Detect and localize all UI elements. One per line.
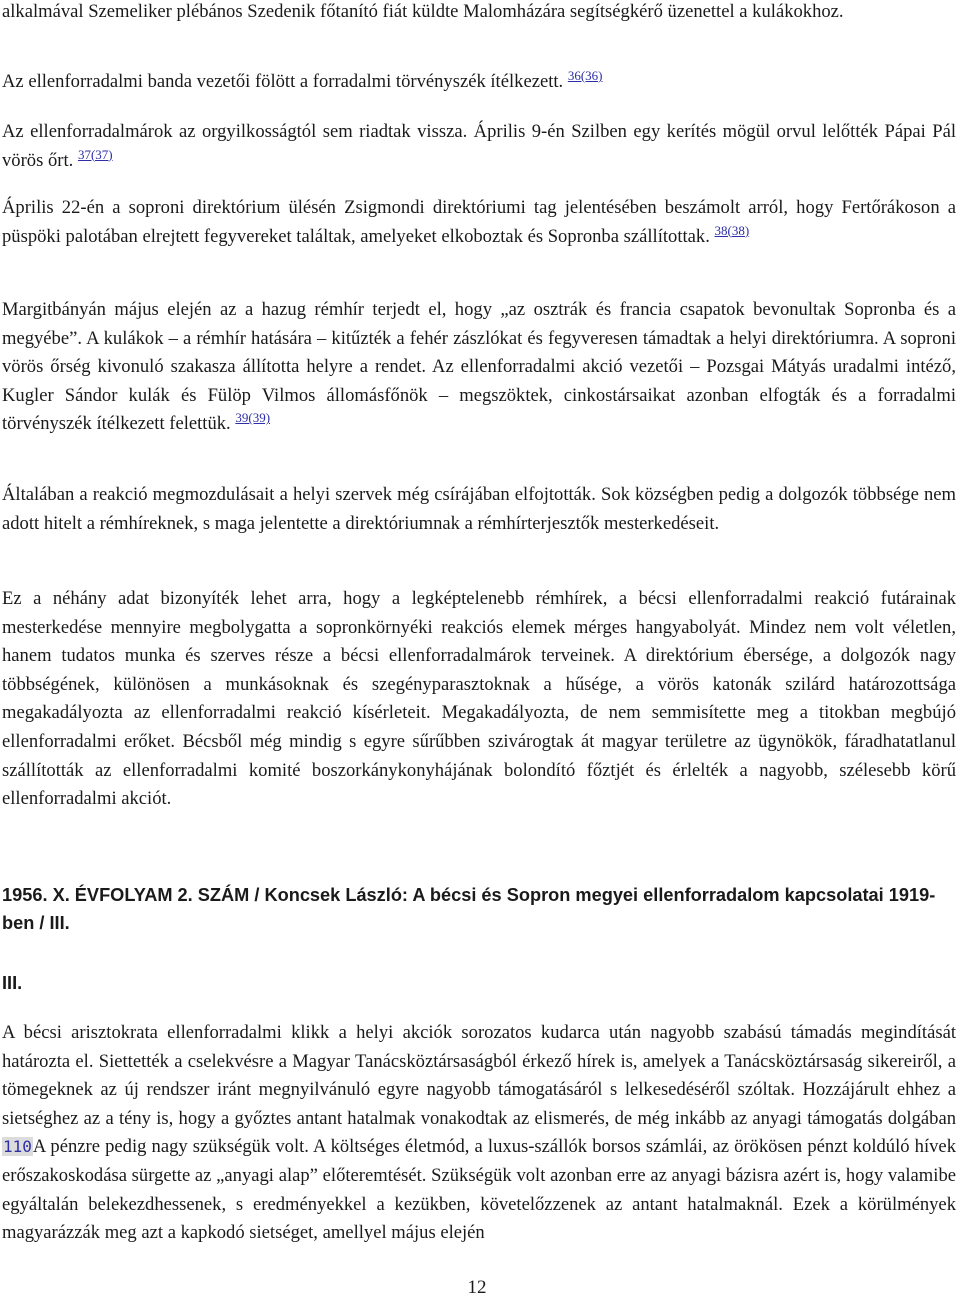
- paragraph-7-text: Ez a néhány adat bizonyíték lehet arra, hogy a legképtelenebb rémhírek, a bécsi ellenforradalmi reakció futárainak mesterkedése mennyire megbolygatta a sopronkörnyéki reakciós elemek mérges hangyabolyát. Mindez nem volt véletlen, hanem tudatos munka és szerves része a bécsi ellenforradalmárok terveinek. A direktórium ébersége, a dolgozók nagy többségének, különösen a munkásoknak és szegényparasztoknak a hűsége, a vörös katonák szilárd határozottsága megakadályozta az ellenforradalmi reakció kísérleteit. Megakadályozta, de nem semmisítette meg a titokban megbújó ellenforradalmi erőket. Bécsből még mindig s egyre sűrűbben szivárogtak át magyar területre az ügynökök, fáradhatatlanul szállították az ellenforradalmi komité boszorkánykonyhájának bolondító főztjét és érlelték a nagyobb, szélesebb körű ellenforradalmi akciót.: [2, 588, 956, 810]
- paragraph-4-text: Április 22-én a soproni direktórium ülésén Zsigmondi direktóriumi tag jelentésében beszámolt arról, hogy Fertőrákoson a püspöki palotában elrejtett fegyvereket találtak, amelyeket elkoboztak és Sopronba szállítottak.: [2, 197, 956, 247]
- footnote-link-38[interactable]: 38(38): [714, 222, 750, 238]
- paragraph-2: [2, 68, 956, 97]
- paragraph-5-text: Margitbányán május elején az a hazug rémhír terjedt el, hogy „az osztrák és francia csapatok bevonultak Sopronba és a megyébe”. A kulákok – a rémhír hatására – kitűzték a fehér zászlókat és fegyveresen támadtak a helyi direktóriumra. A soproni vörös őrség kivonuló szakasza állította helyre a rendet. Az ellenforradalmi akció vezetői – Pozsgai Mátyás uradalmi intéző, Kugler Sándor kulák és Fülöp Vilmos állomásfőnök – megszöktek, cinkostársaikat azonban elfogták és a forradalmi törvényszék ítélkezett felettük.: [2, 299, 956, 435]
- paragraph-3: [2, 118, 956, 175]
- paragraph-1-text: alkalmával Szemeliker plébános Szedenik főtanító fiát küldte Malomházára segítségkérő üzenettel a kulákokhoz.: [2, 1, 844, 22]
- article-heading: 1956. X. ÉVFOLYAM 2. SZÁM / Koncsek László: A bécsi és Sopron megyei ellenforradalom kapcsolatai 1919-ben / III.: [2, 885, 936, 933]
- paragraph-3-text: Az ellenforradalmárok az orgyilkosságtól sem riadtak vissza. Április 9-én Szilben egy kerítés mögül orvul lelőtték Pápai Pál vörös őrt.: [2, 121, 956, 171]
- paragraph-2-text: Az ellenforradalmi banda vezetői fölött a forradalmi törvényszék ítélkezett.: [2, 71, 564, 92]
- paragraph-1: [2, 0, 956, 27]
- paragraph-8: [2, 1019, 956, 1248]
- paragraph-7: [2, 585, 956, 814]
- page-number: 12: [467, 1277, 487, 1298]
- footnote-link-36[interactable]: 36(36): [567, 68, 603, 83]
- page-marker: 110: [3, 1137, 32, 1157]
- paragraph-8-text-a: A bécsi arisztokrata ellenforradalmi klikk a helyi akciók sorozatos kudarca után nagyobb szabású támadás megindítását határozta el. Siettették a cselekvésre a Magyar Tanácsköztársaságból érkező hírek is, amelyek a Tanácsköztársaság sikereiről, a tömegeknek az új rendszer iránt megnyilvánuló egyre nagyobb támogatásáról s lelkesedéséről szóltak. Hozzájárult ehhez a sietséghez az a tény is, hogy a győztes antant hatalmak vonakodtak az elismerés, de még inkább az anyagi támogatás dolgában: [2, 1022, 956, 1129]
- footnote-link-37[interactable]: 37(37): [77, 146, 113, 162]
- paragraph-4: [2, 194, 956, 251]
- footnote-link-39[interactable]: 39(39): [235, 410, 271, 426]
- paragraph-8-text-b: A pénzre pedig nagy szükségük volt. A költséges életmód, a luxus-szállók borsos számlái, az örökösen pénzt koldúló hívek erőszakoskodása sürgette az „anyagi alap” előteremtését. Szükségük volt azonban erre az anyagi bázisra azért is, hogy valamibe egyáltalán belekezdhessenek, s eredményekkel a kezükben, követelőzzenek az antant hatalmaknál. Ezek a körülmények magyarázzák meg azt a kapkodó sietséget, amellyel május elején: [2, 1136, 956, 1244]
- section-title: III.: [2, 973, 23, 993]
- paragraph-5: [2, 296, 956, 439]
- paragraph-6: [2, 481, 956, 538]
- paragraph-6-text: Általában a reakció megmozdulásait a helyi szervek még csírájában elfojtották. Sok községben pedig a dolgozók többsége nem adott hitelt a rémhíreknek, s maga jelentette a direktóriumnak a rémhírterjesztők mesterkedéseit.: [2, 484, 956, 534]
